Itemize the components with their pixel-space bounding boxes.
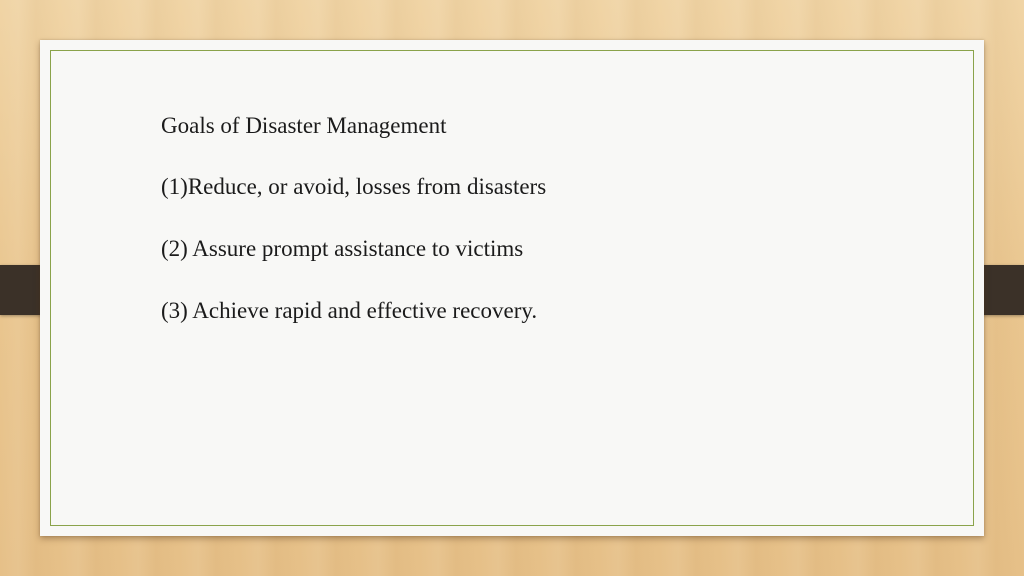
slide-content (161, 110, 861, 357)
goal-item-1: (1)Reduce, or avoid, losses from disasters (161, 174, 547, 199)
slide-title: Goals of Disaster Management (161, 113, 447, 138)
goal-item-3: (3) Achieve rapid and effective recovery. (161, 298, 538, 323)
goal-item-2: (2) Assure prompt assistance to victims (161, 236, 524, 261)
